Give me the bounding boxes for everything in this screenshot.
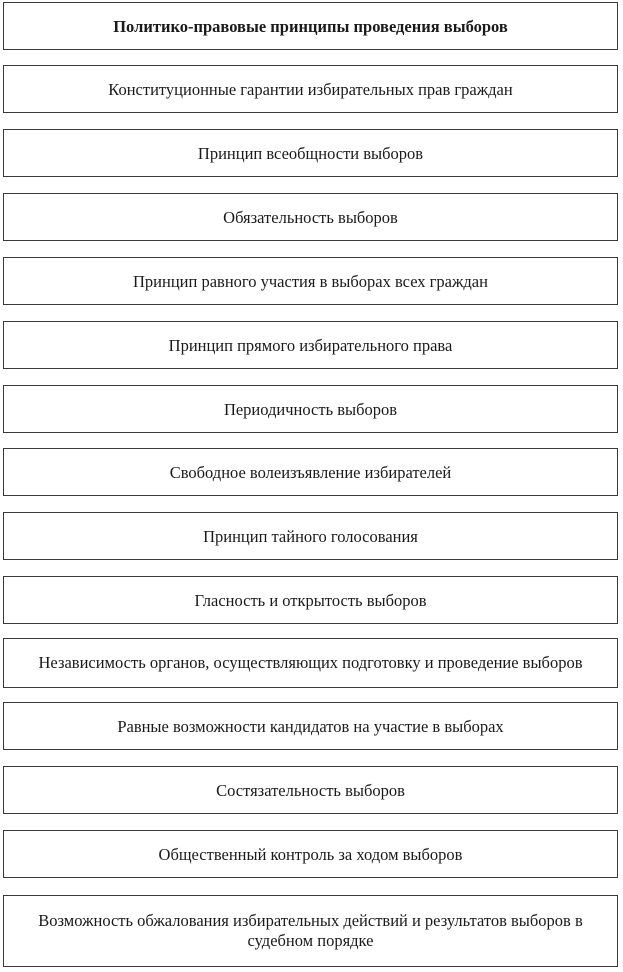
principle-box: Свободное волеизъявление избирателей	[3, 448, 618, 496]
principle-box: Обязательность выборов	[3, 193, 618, 241]
diagram-title-box: Политико-правовые принципы проведения выборов	[3, 2, 618, 50]
principle-box: Возможность обжалования избирательных действий и результатов выборов в судебном порядке	[3, 895, 618, 967]
principle-box: Принцип равного участия в выборах всех граждан	[3, 257, 618, 305]
principle-box: Равные возможности кандидатов на участие в выборах	[3, 702, 618, 750]
principle-box: Независимость органов, осуществляющих подготовку и проведение выборов	[3, 638, 618, 688]
principle-box: Принцип тайного голосования	[3, 512, 618, 560]
principle-box: Конституционные гарантии избирательных прав граждан	[3, 65, 618, 113]
principle-box: Периодичность выборов	[3, 385, 618, 433]
principle-box: Гласность и открытость выборов	[3, 576, 618, 624]
principle-box: Состязательность выборов	[3, 766, 618, 814]
principle-box: Принцип прямого избирательного права	[3, 321, 618, 369]
principle-box: Принцип всеобщности выборов	[3, 129, 618, 177]
principle-box: Общественный контроль за ходом выборов	[3, 830, 618, 878]
